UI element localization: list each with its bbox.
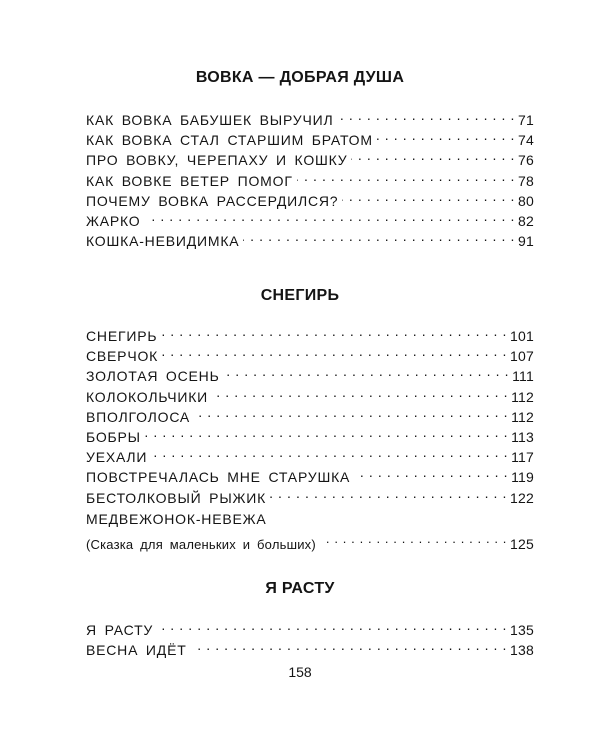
toc-entry-title: СНЕГИРЬ bbox=[86, 328, 158, 344]
dot-leader bbox=[270, 483, 507, 503]
toc-list-snegir bbox=[86, 321, 534, 552]
toc-entry-page: 125 bbox=[510, 535, 534, 552]
toc-entry-page: 91 bbox=[518, 233, 534, 250]
toc-entry-title: ВЕСНА ИДЁТ bbox=[86, 642, 187, 659]
toc-entry bbox=[86, 321, 534, 344]
toc-entry bbox=[86, 206, 534, 229]
toc-list-vovka bbox=[86, 105, 534, 250]
dot-leader bbox=[354, 462, 508, 482]
dot-leader bbox=[351, 145, 515, 165]
toc-entry bbox=[86, 442, 534, 466]
dot-leader bbox=[194, 402, 508, 422]
section-title-snegir: СНЕГИРЬ bbox=[260, 287, 340, 304]
toc-entry-title: КАК ВОВКА БАБУШЕК ВЫРУЧИЛ bbox=[86, 112, 334, 128]
toc-entry-title: УЕХАЛИ bbox=[86, 449, 148, 466]
toc-entry-page: 111 bbox=[512, 368, 534, 385]
toc-entry-multiline-title bbox=[86, 509, 534, 529]
dot-leader bbox=[191, 635, 507, 655]
toc-entry-title: БОБРЫ bbox=[86, 428, 141, 445]
dot-leader bbox=[337, 105, 515, 125]
toc-entry-title: МЕДВЕЖОНОК-НЕВЕЖА bbox=[86, 510, 267, 527]
dot-leader bbox=[377, 125, 515, 145]
dot-leader bbox=[151, 442, 508, 462]
toc-entry-page: 76 bbox=[518, 152, 534, 169]
toc-entry-title: КОШКА-НЕВИДИМКА bbox=[86, 233, 240, 250]
dot-leader bbox=[157, 615, 507, 635]
toc-entry-title: ЗОЛОТАЯ ОСЕНЬ bbox=[86, 368, 220, 385]
toc-entry bbox=[86, 422, 534, 445]
dot-leader bbox=[320, 529, 507, 549]
dot-leader bbox=[342, 186, 515, 206]
toc-entry-page: 80 bbox=[518, 192, 534, 209]
toc-entry bbox=[86, 462, 534, 486]
toc-entry-page: 122 bbox=[510, 489, 534, 506]
toc-entry-page: 71 bbox=[518, 112, 534, 128]
dot-leader bbox=[212, 382, 508, 402]
toc-entry-page: 112 bbox=[511, 408, 534, 425]
toc-entry-title: СВЕРЧОК bbox=[86, 348, 159, 365]
toc-entry-page: 82 bbox=[518, 212, 534, 229]
toc-entry-title: ПОЧЕМУ ВОВКА РАССЕРДИЛСЯ? bbox=[86, 192, 339, 209]
toc-entry-page: 117 bbox=[511, 449, 534, 466]
toc-entry-title: БЕСТОЛКОВЫЙ РЫЖИК bbox=[86, 489, 267, 506]
toc-entry bbox=[86, 615, 534, 638]
toc-entry-page: 78 bbox=[518, 172, 534, 189]
toc-entry-title: ВПОЛГОЛОСА bbox=[86, 408, 191, 425]
toc-entry-page: 135 bbox=[510, 622, 534, 638]
toc-entry-title: КАК ВОВКЕ ВЕТЕР ПОМОГ bbox=[86, 172, 293, 189]
dot-leader bbox=[145, 422, 508, 442]
toc-entry-multiline-subtitle bbox=[86, 529, 534, 552]
section-title-vovka: ВОВКА — ДОБРАЯ ДУША bbox=[195, 69, 405, 86]
toc-entry-page: 107 bbox=[510, 348, 534, 365]
toc-entry-title: ЖАРКО bbox=[86, 212, 141, 229]
toc-entry-subtitle: (Сказка для маленьких и больших) bbox=[86, 536, 316, 552]
dot-leader bbox=[297, 166, 515, 186]
toc-entry-title: ПОВСТРЕЧАЛАСЬ МНЕ СТАРУШКА bbox=[86, 469, 351, 486]
toc-entry-title: ПРО ВОВКУ, ЧЕРЕПАХУ И КОШКУ bbox=[86, 152, 348, 169]
dot-leader bbox=[162, 341, 507, 361]
toc-entry-page: 112 bbox=[511, 388, 534, 405]
toc-entry-page: 74 bbox=[518, 132, 534, 149]
dot-leader bbox=[243, 226, 515, 246]
toc-entry bbox=[86, 105, 534, 128]
dot-leader bbox=[161, 321, 507, 341]
section-title-ya-rastu: Я РАСТУ bbox=[265, 580, 335, 597]
dot-leader bbox=[224, 361, 510, 381]
toc-entry-page: 138 bbox=[510, 642, 534, 659]
toc-entry-page: 119 bbox=[511, 469, 534, 486]
page-number: 158 bbox=[288, 664, 312, 680]
toc-entry bbox=[86, 226, 534, 250]
toc-entry-title: КОЛОКОЛЬЧИКИ bbox=[86, 388, 209, 405]
toc-entry-title: КАК ВОВКА СТАЛ СТАРШИМ БРАТОМ bbox=[86, 132, 373, 149]
toc-entry-title: Я РАСТУ bbox=[86, 622, 154, 638]
dot-leader bbox=[145, 206, 516, 226]
toc-list-ya-rastu bbox=[86, 615, 534, 659]
toc-entry-page: 101 bbox=[510, 328, 534, 344]
toc-entry-page: 113 bbox=[511, 428, 534, 445]
